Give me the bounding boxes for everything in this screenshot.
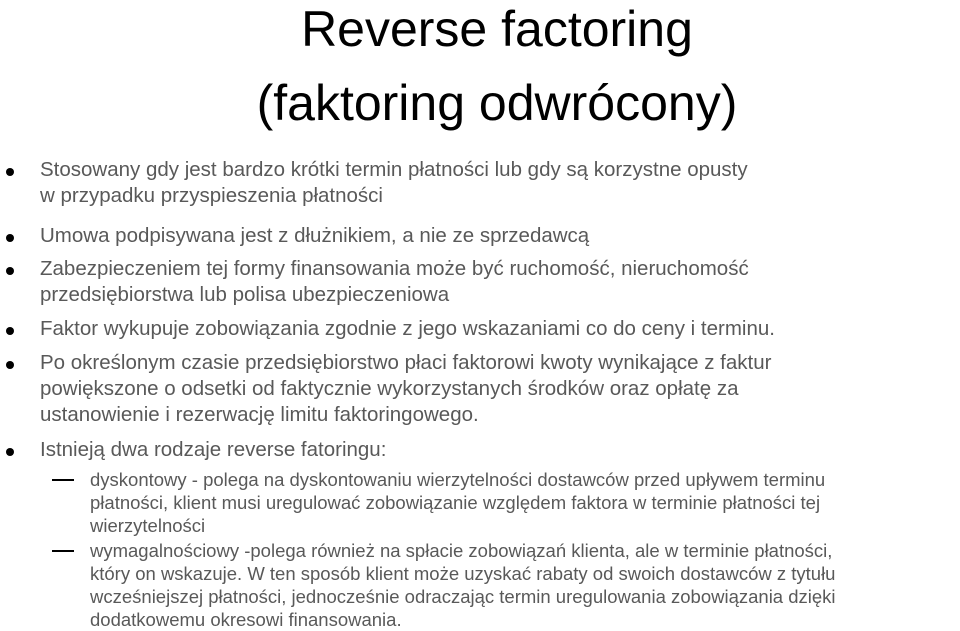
sub-bullet-item-maturity <box>90 539 960 631</box>
bullet-text-line: przedsiębiorstwa lub polisa ubezpieczeniowa <box>40 283 450 306</box>
sub-bullet-text-line: płatności, klient musi uregulować zobowiązanie względem faktora w terminie płatności tej <box>90 492 821 513</box>
bullet-item-types <box>40 437 960 463</box>
bullet-text-line: Stosowany gdy jest bardzo krótki termin płatności lub gdy są korzystne opusty <box>40 158 748 181</box>
sub-bullet-text-line: dodatkowemu okresowi finansowania. <box>90 609 402 630</box>
bullet-item-repayment <box>40 350 960 428</box>
bullet-text-line: powiększone o odsetki od faktycznie wykorzystanych środków oraz opłatę za <box>40 377 739 400</box>
bullet-dot-icon <box>6 168 14 176</box>
sub-bullet-text-line: wcześniejszej płatności, jednocześnie odraczając termin uregulowania zobowiązania dzięki <box>90 586 836 607</box>
bullet-dot-icon <box>6 327 14 335</box>
bullet-text-line: Po określonym czasie przedsiębiorstwo płaci faktorowi kwoty wynikające z faktur <box>40 351 772 374</box>
sub-bullet-text-line: dyskontowy - polega na dyskontowaniu wierzytelności dostawców przed upływem terminu <box>90 469 826 490</box>
slide-title-line-2: (faktoring odwrócony) <box>256 75 738 131</box>
bullet-text-line: Umowa podpisywana jest z dłużnikiem, a nie ze sprzedawcą <box>40 224 590 247</box>
sub-bullet-text-line: wierzytelności <box>90 515 206 536</box>
dash-icon <box>52 550 74 552</box>
bullet-dot-icon <box>6 234 14 242</box>
slide-title-line-1: Reverse factoring <box>301 1 693 57</box>
bullet-dot-icon <box>6 448 14 456</box>
bullet-item-collateral <box>40 256 960 308</box>
bullet-item-factor-purchase <box>40 316 960 342</box>
bullet-dot-icon <box>6 361 14 369</box>
bullet-text-line: ustanowienie i rezerwację limitu faktoringowego. <box>40 403 479 426</box>
sub-bullet-text-line: który on wskazuje. W ten sposób klient może uzyskać rabaty od swoich dostawców z tytułu <box>90 563 836 584</box>
bullet-text-line: Faktor wykupuje zobowiązania zgodnie z jego wskazaniami co do ceny i terminu. <box>40 317 775 340</box>
bullet-text-line: Istnieją dwa rodzaje reverse fatoringu: <box>40 438 387 461</box>
sub-bullet-item-discount <box>90 468 960 537</box>
bullet-item-payment-term <box>40 157 960 209</box>
bullet-item-agreement <box>40 223 960 249</box>
sub-bullet-text-line: wymagalnościowy -polega również na spłacie zobowiązań klienta, ale w terminie płatności, <box>90 540 833 561</box>
dash-icon <box>52 479 74 481</box>
bullet-text-line: Zabezpieczeniem tej formy finansowania może być ruchomość, nieruchomość <box>40 257 749 280</box>
bullet-dot-icon <box>6 267 14 275</box>
bullet-text-line: w przypadku przyspieszenia płatności <box>40 184 383 207</box>
